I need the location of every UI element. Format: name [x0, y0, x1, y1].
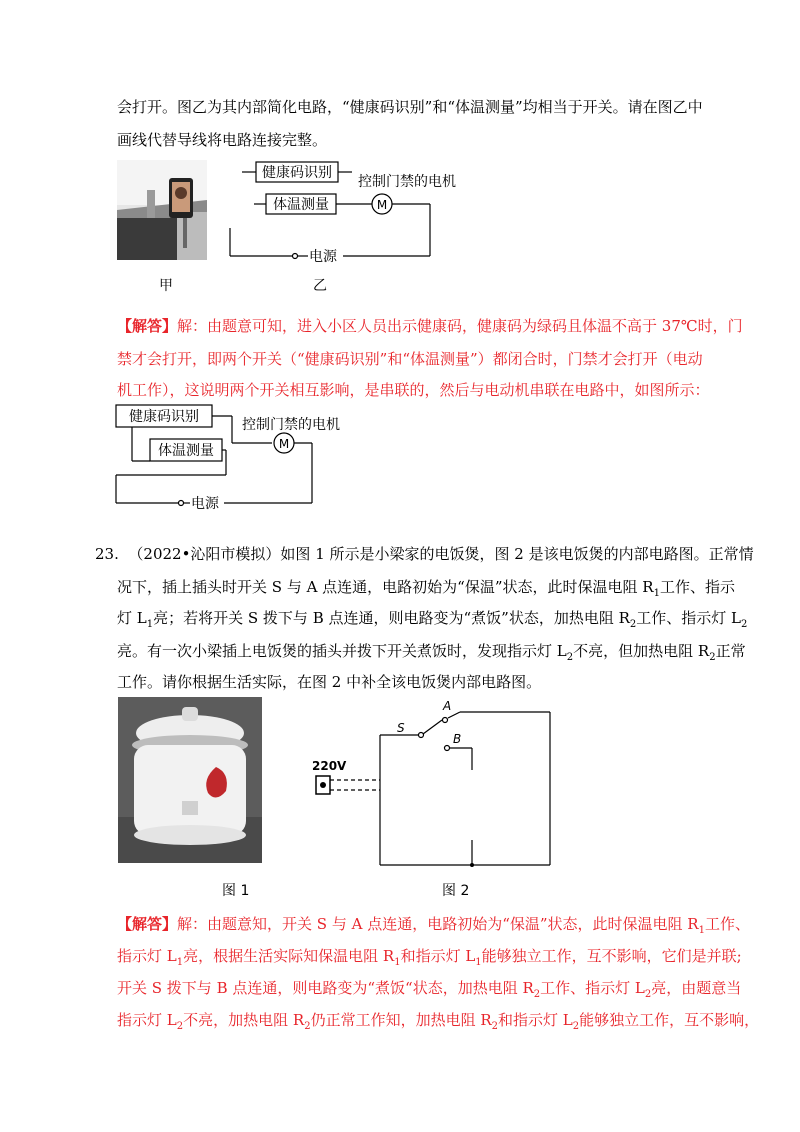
health-code-switch-label: 健康码识别: [262, 165, 332, 181]
circuit-figure-yi: [228, 158, 470, 264]
answer-motor-label: 控制门禁的电机: [242, 417, 340, 433]
q22-answer-line3: 机工作），这说明两个开关相互影响，是串联的，然后与电动机串联在电路中，如图所示：: [117, 381, 710, 399]
q22-answer-line1: 【解答】解：由题意可知，进入小区人员出示健康码，健康码为绿码且体温不高于 37℃时，门: [117, 317, 743, 335]
q23-answer-line1: 【解答】解：由题意知，开关 S 与 A 点连通，电路初始为“保温”状态，此时保温电阻 $R_1$工作、: [117, 915, 750, 936]
answer-circuit-figure: [112, 403, 340, 515]
q23-line4: 亮。有一次小梁插上电饭煲的插头并拨下开关煮饭时，发现指示灯 $L_2$不亮，但加热电阻 $R_2$正常: [117, 642, 746, 663]
rice-cooker-photo: [118, 697, 262, 863]
question-number: 23.: [95, 545, 119, 563]
motor-label: 控制门禁的电机: [358, 174, 456, 190]
answer-motor-symbol: M: [278, 437, 290, 451]
temperature-switch-label: 体温测量: [273, 197, 329, 213]
q23-line1: 23. （2022•沁阳市模拟）如图 1 所示是小梁家的电饭煲，图 2 是该电饭煲的内部电路图。正常情: [95, 545, 754, 563]
rice-cooker-circuit: [300, 690, 560, 870]
caption-fig1: 图 1: [222, 883, 250, 899]
caption-yi: 乙: [313, 278, 327, 294]
answer-health-code-label: 健康码识别: [129, 409, 199, 425]
answer-power-label: 电源: [191, 496, 219, 512]
q23-line2: 况下，插上插头时开关 S 与 A 点连通，电路初始为“保温”状态，此时保温电阻 $R_1$工作、指示: [117, 578, 735, 599]
q23-answer-line2: 指示灯 $L_1$亮，根据生活实际知保温电阻 $R_1$和指示灯 $L_1$能够独立工作，互不影响，它们是并联;: [117, 947, 742, 968]
q23-answer-line4: 指示灯 $L_2$不亮，加热电阻 $R_2$仍正常工作知，加热电阻 $R_2$和指示灯 $L_2$能够独立工作，互不影响，: [117, 1011, 760, 1032]
contact-B-label: B: [453, 732, 462, 746]
motor-symbol: M: [376, 198, 388, 212]
q23-line3: 灯 $L_1$亮；若将开关 S 拨下与 B 点连通，则电路变为“煮饭”状态，加热电阻 $R_2$工作、指示灯 $L_2$: [117, 609, 748, 630]
answer-tag: 【解答】: [117, 317, 178, 335]
switch-S-label: S: [397, 721, 405, 735]
q23-line5: 工作。请你根据生活实际，在图 2 中补全该电饭煲内部电路图。: [117, 673, 542, 691]
caption-fig2: 图 2: [442, 883, 470, 899]
q22-text-line2: 画线代替导线将电路连接完整。: [117, 131, 328, 149]
q23-answer-line3: 开关 S 拨下与 B 点连通，则电路变为“煮饭“状态，加热电阻 $R_2$工作、指示灯 $L_2$亮，由题意当: [117, 979, 742, 1000]
contact-A-label: A: [443, 699, 452, 713]
q22-answer-line2: 禁才会打开，即两个开关（“健康码识别”和“体温测量”）都闭合时，门禁才会打开（电动: [117, 350, 703, 368]
access-terminal-photo: [117, 160, 207, 260]
q22-text-line1: 会打开。图乙为其内部简化电路，“健康码识别”和“体温测量”均相当于开关。请在图乙中: [117, 98, 703, 116]
power-label: 电源: [309, 249, 337, 265]
answer-temperature-label: 体温测量: [158, 443, 214, 459]
voltage-label: 220V: [312, 759, 347, 773]
caption-jia: 甲: [159, 278, 173, 294]
answer-tag-23: 【解答】: [117, 915, 178, 933]
